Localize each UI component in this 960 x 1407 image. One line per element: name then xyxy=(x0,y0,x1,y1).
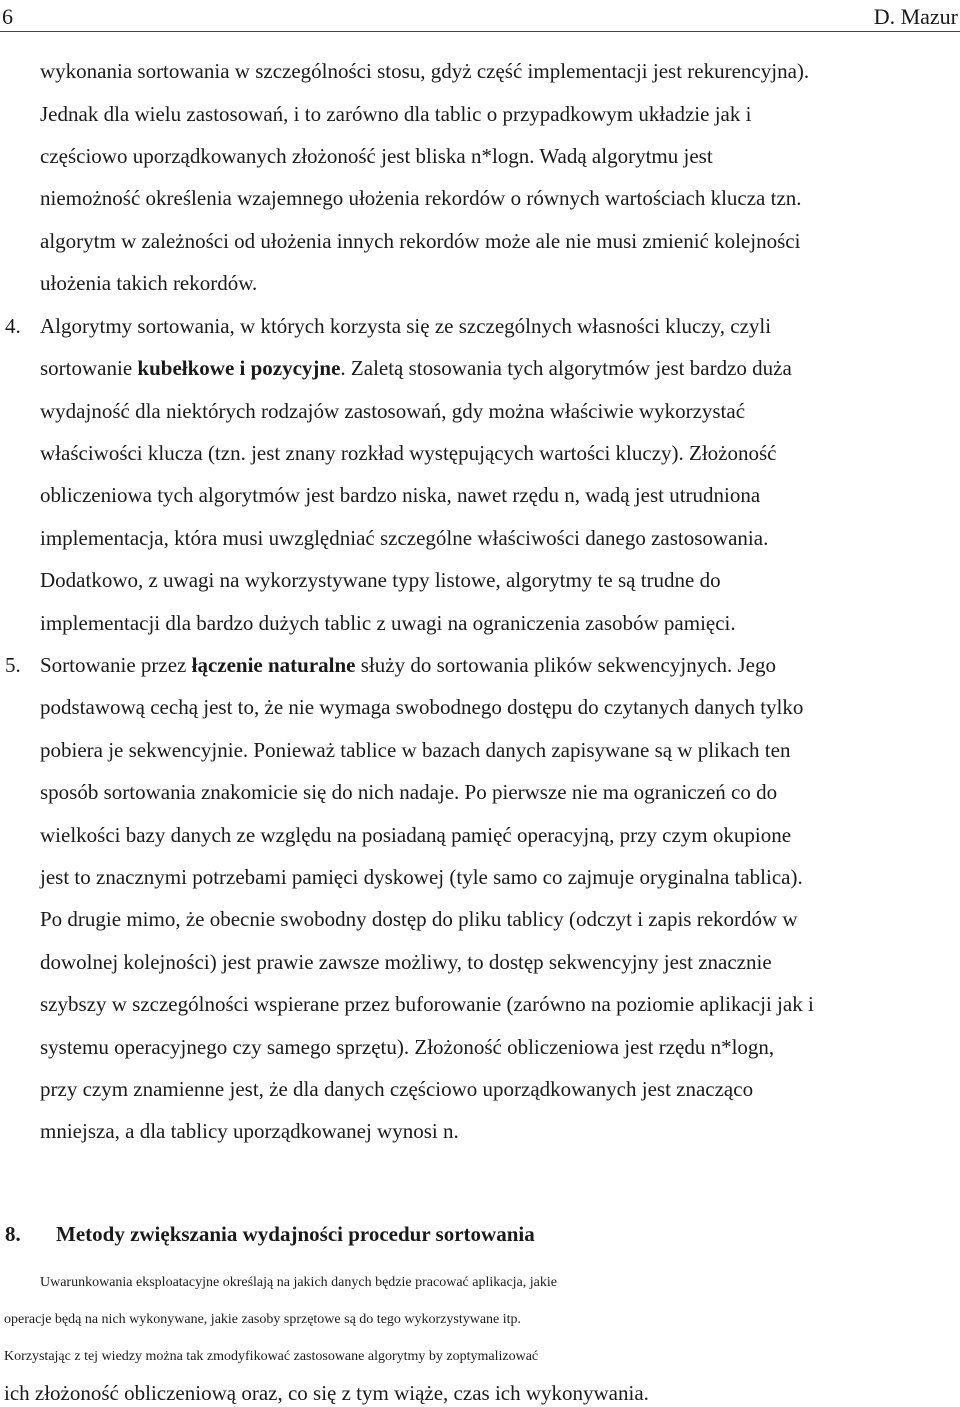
paragraph-line: Algorytmy sortowania, w których korzysta się ze szczególnych własności kluczy, czyli xyxy=(40,314,772,338)
bold-term: łączenie naturalne xyxy=(191,653,356,677)
running-head-author: D. Mazur xyxy=(873,4,958,29)
paragraph-line: sposób sortowania znakomicie się do nich nadaje. Po pierwsze nie ma ograniczeń co do xyxy=(40,780,778,804)
paragraph-line: implementacji dla bardzo dużych tablic z uwagi na ograniczenia zasobów pamięci. xyxy=(40,611,736,635)
paragraph-line: algorytm w zależności od ułożenia innych rekordów może ale nie musi zmienić kolejności xyxy=(40,229,801,253)
paragraph-line: Korzystając z tej wiedzy można tak zmodyfikować zastosowane algorytmy by zoptymalizować xyxy=(4,1349,539,1364)
paragraph-line: Po drugie mimo, że obecnie swobodny dostęp do pliku tablicy (odczyt i zapis rekordów w xyxy=(40,907,798,931)
list-number: 4. xyxy=(5,314,21,338)
paragraph-line xyxy=(40,356,792,380)
text-run: . Zaletą stosowania tych algorytmów jest bardzo duża xyxy=(340,356,792,380)
list-number: 5. xyxy=(5,653,21,677)
page-header xyxy=(0,0,960,30)
paragraph-line: ułożenia takich rekordów. xyxy=(40,271,258,295)
text-run: sortowanie xyxy=(40,356,138,380)
text-run: służy do sortowania plików sekwencyjnych. Jego xyxy=(355,653,777,677)
paragraph-line: systemu operacyjnego czy samego sprzętu). Złożoność obliczeniowa jest rzędu n*logn, xyxy=(40,1035,775,1059)
paragraph-line: jest to znacznymi potrzebami pamięci dyskowej (tyle samo co zajmuje oryginalna tablica). xyxy=(40,865,803,889)
paragraph-line: właściwości klucza (tzn. jest znany rozkład występujących wartości kluczy). Złożoność xyxy=(40,441,777,465)
paragraph-line: częściowo uporządkowanych złożoność jest bliska n*logn. Wadą algorytmu jest xyxy=(40,144,713,168)
paragraph-line: Dodatkowo, z uwagi na wykorzystywane typy listowe, algorytmy te są trudne do xyxy=(40,568,721,592)
paragraph-line: wykonania sortowania w szczególności stosu, gdyż część implementacji jest rekurencyjna). xyxy=(40,59,810,83)
paragraph-line: podstawową cechą jest to, że nie wymaga swobodnego dostępu do czytanych danych tylko xyxy=(40,695,804,719)
paragraph-line: Uwarunkowania eksploatacyjne określają na jakich danych będzie pracować aplikacja, jakie xyxy=(40,1275,557,1290)
paragraph-line: szybszy w szczególności wspierane przez buforowanie (zarówno na poziomie aplikacji jak i xyxy=(40,992,814,1016)
paragraph-line: mniejsza, a dla tablicy uporządkowanej wynosi n. xyxy=(40,1119,459,1143)
bold-term: kubełkowe i pozycyjne xyxy=(137,356,341,380)
section-number: 8. xyxy=(5,1222,21,1246)
paragraph-line xyxy=(40,653,776,677)
paragraph-line: wydajność dla niektórych rodzajów zastosowań, gdy można właściwie wykorzystać xyxy=(40,399,746,423)
paragraph-line: pobiera je sekwencyjnie. Ponieważ tablice w bazach danych zapisywane są w plikach ten xyxy=(40,738,791,762)
paragraph-line: niemożność określenia wzajemnego ułożenia rekordów o równych wartościach klucza tzn. xyxy=(40,186,802,210)
paragraph-line: wielkości bazy danych ze względu na posiadaną pamięć operacyjną, przy czym okupione xyxy=(40,823,792,847)
section-title: Metody zwiększania wydajności procedur sortowania xyxy=(56,1222,535,1246)
text-run: Sortowanie przez xyxy=(40,653,192,677)
paragraph-line: przy czym znamienne jest, że dla danych częściowo uporządkowanych jest znacząco xyxy=(40,1077,754,1101)
paragraph-line: implementacja, która musi uwzględniać szczególne właściwości danego zastosowania. xyxy=(40,526,769,550)
paragraph-line: obliczeniowa tych algorytmów jest bardzo niska, nawet rzędu n, wadą jest utrudniona xyxy=(40,483,761,507)
page-number: 6 xyxy=(2,4,13,29)
paragraph-line: Jednak dla wielu zastosowań, i to zarówno dla tablic o przypadkowym układzie jak i xyxy=(40,102,752,126)
paragraph-line: operacje będą na nich wykonywane, jakie zasoby sprzętowe są do tego wykorzystywane itp. xyxy=(4,1312,522,1327)
paragraph-line: dowolnej kolejności) jest prawie zawsze możliwy, to dostęp sekwencyjny jest znacznie xyxy=(40,950,772,974)
header-rule xyxy=(0,31,960,32)
paragraph-line: ich złożoność obliczeniową oraz, co się z tym wiąże, czas ich wykonywania. xyxy=(4,1381,649,1405)
